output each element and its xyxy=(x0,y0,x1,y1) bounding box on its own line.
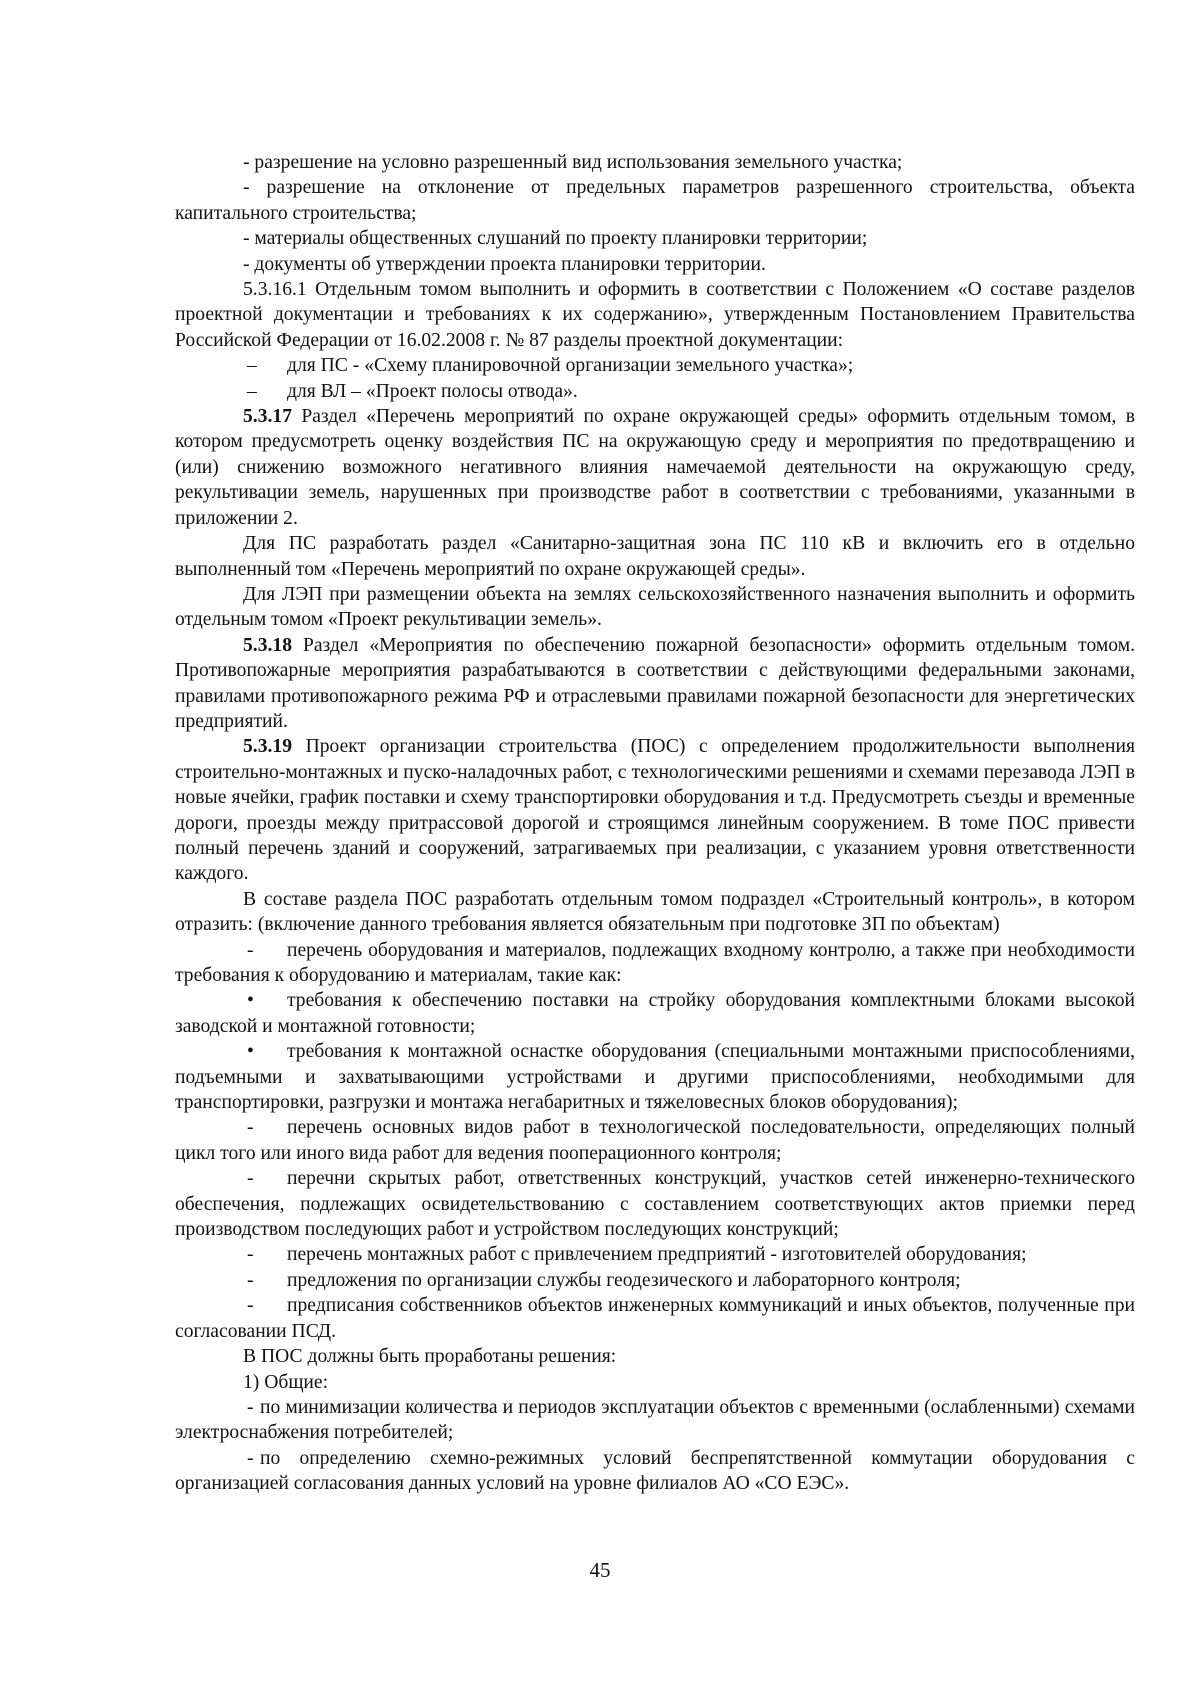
list-item-text: для ВЛ – «Проект полосы отвода». xyxy=(287,380,578,402)
list-item-text: требования к обеспечению поставки на стройку оборудования комплектными блоками высокой заводской и монтажной готовности; xyxy=(175,990,1135,1037)
list-item-geodesy xyxy=(175,1268,1135,1293)
dash-marker: - xyxy=(247,1168,254,1190)
list-item-text: по определению схемно-режимных условий беспрепятственной коммутации оборудования с организацией согласования данных условий на уровне филиалов АО «СО ЕЭС». xyxy=(175,1447,1135,1495)
section-text: Раздел «Мероприятия по обеспечению пожарной безопасности» оформить отдельным томом. Противопожарные мероприятия разрабатываются в соответствии с действующими федеральными законами, правилами противопожарного режима РФ и отраслевыми правилами пожарной безопасности для энергетических предприятий. xyxy=(175,634,1135,732)
paragraph-pos-solutions: В ПОС должны быть проработаны решения: xyxy=(243,1346,617,1368)
dash-marker: - xyxy=(247,1117,254,1139)
paragraph-lep-recultivation: Для ЛЭП при размещении объекта на землях сельскохозяйственного назначения выполнить и оформить отдельным томом «Проект рекультивации земель». xyxy=(175,583,1135,631)
dash-marker: - xyxy=(247,1295,254,1317)
dash-marker: – xyxy=(247,380,257,402)
list-item-installation xyxy=(175,1242,1135,1267)
list-item-text: перечни скрытых работ, ответственных конструкций, участков сетей инженерно-технического обеспечения, подлежащих освидетельствованию с составлением соответствующих актов приемки перед производством последующих работ и устройством последующих конструкций; xyxy=(175,1168,1135,1241)
paragraph-construction-control: В составе раздела ПОС разработать отдельным томом подраздел «Строительный контроль», в котором отразить: (включение данного требования является обязательным при подготовке ЗП по объектам) xyxy=(175,888,1135,936)
bullet-item-delivery xyxy=(175,988,1135,1039)
list-item-text: по минимизации количества и периодов эксплуатации объектов с временными (ослабленными) схемами электроснабжения потребителей; xyxy=(175,1396,1135,1444)
section-text: Раздел «Перечень мероприятий по охране окружающей среды» оформить отдельным томом, в котором предусмотреть оценку воздействия ПС на окружающую среду и мероприятия по предотвращению и (или) снижению возможного негативного влияния намечаемой деятельности на окружающую среду, рекультивации земель, нарушенных при производстве работ в соответствии с требованиями, указанными в приложении 2. xyxy=(175,406,1135,529)
list-item-text: требования к монтажной оснастке оборудования (специальными монтажными приспособлениями, подъемными и захватывающими устройствами и другими приспособлениями, необходимыми для транспортировки, разгрузки и монтажа негабаритных и тяжеловесных блоков оборудования); xyxy=(175,1041,1135,1114)
list-item-text: предложения по организации службы геодезического и лабораторного контроля; xyxy=(287,1269,961,1291)
permit-line-1: - разрешение на условно разрешенный вид использования земельного участка; xyxy=(243,152,903,173)
dash-marker: - xyxy=(247,1269,254,1291)
section-5-3-16-1: 5.3.16.1 Отдельным томом выполнить и оформить в соответствии с Положением «О составе разделов проектной документации и требованиях к их содержанию», утвержденным Постановлением Правительства Российской Федерации от 16.02.2008 г. № 87 разделы проектной документации: xyxy=(175,279,1135,351)
document-page xyxy=(175,150,1135,1497)
section-5-3-17 xyxy=(175,404,1135,531)
paragraph-sanitary-zone: Для ПС разработать раздел «Санитарно-защитная зона ПС 110 кВ и включить его в отдельно выполненный том «Перечень мероприятий по охране окружающей среды». xyxy=(175,533,1135,580)
section-number: 5.3.19 xyxy=(243,736,292,758)
list-item-text: перечень оборудования и материалов, подлежащих входному контролю, а также при необходимости требования к оборудованию и материалам, такие как: xyxy=(175,939,1135,986)
list-item-hidden-works xyxy=(175,1166,1135,1242)
list-item-work-types xyxy=(175,1115,1135,1166)
list-item-text: предписания собственников объектов инженерных коммуникаций и иных объектов, полученные при согласовании ПСД. xyxy=(175,1295,1135,1342)
list-item-text: перечень основных видов работ в технологической последовательности, определяющих полный цикл того или иного вида работ для ведения пооперационного контроля; xyxy=(175,1117,1135,1164)
dash-marker: - xyxy=(247,1244,254,1266)
dash-marker: - xyxy=(247,939,254,961)
dash-marker: – xyxy=(247,355,257,377)
dash-marker: - xyxy=(247,1396,254,1418)
section-number: 5.3.18 xyxy=(243,634,292,656)
list-item-minimization xyxy=(175,1395,1135,1446)
bullet-item-rigging xyxy=(175,1039,1135,1115)
list-item-ps xyxy=(175,353,1135,378)
list-item-vl xyxy=(175,379,1135,404)
section-text: Проект организации строительства (ПОС) с определением продолжительности выполнения строительно-монтажных и пуско-наладочных работ, с технологическими решениями и схемами перезавода ЛЭП в новые ячейки, график поставки и схему транспортировки оборудования и т.д. Предусмотреть съезды и временные дороги, проезды между притрассовой дорогой и строящимся линейным сооружением. В томе ПОС привести полный перечень зданий и сооружений, затрагиваемых при реализации, с указанием уровня ответственности каждого. xyxy=(175,736,1135,885)
list-item-text: перечень монтажных работ с привлечением предприятий - изготовителей оборудования; xyxy=(287,1244,1027,1266)
permit-line-2: - разрешение на отклонение от предельных параметров разрешенного строительства, объекта капитального строительства; xyxy=(175,177,1135,224)
section-5-3-19 xyxy=(175,734,1135,886)
list-item-switching xyxy=(175,1446,1135,1497)
permit-line-3: - материалы общественных слушаний по проекту планировки территории; xyxy=(243,228,868,250)
list-item-equipment xyxy=(175,938,1135,989)
page-number: 45 xyxy=(589,1558,611,1582)
section-number: 5.3.17 xyxy=(243,406,292,428)
permit-line-4: - документы об утверждении проекта планировки территории. xyxy=(243,253,766,275)
dash-marker: - xyxy=(247,1447,254,1469)
list-item-prescriptions xyxy=(175,1293,1135,1344)
bullet-marker: • xyxy=(247,1041,254,1063)
section-5-3-18 xyxy=(175,633,1135,735)
heading-common: 1) Общие: xyxy=(243,1371,329,1393)
bullet-marker: • xyxy=(247,990,254,1012)
list-item-text: для ПС - «Схему планировочной организации земельного участка»; xyxy=(287,355,854,377)
